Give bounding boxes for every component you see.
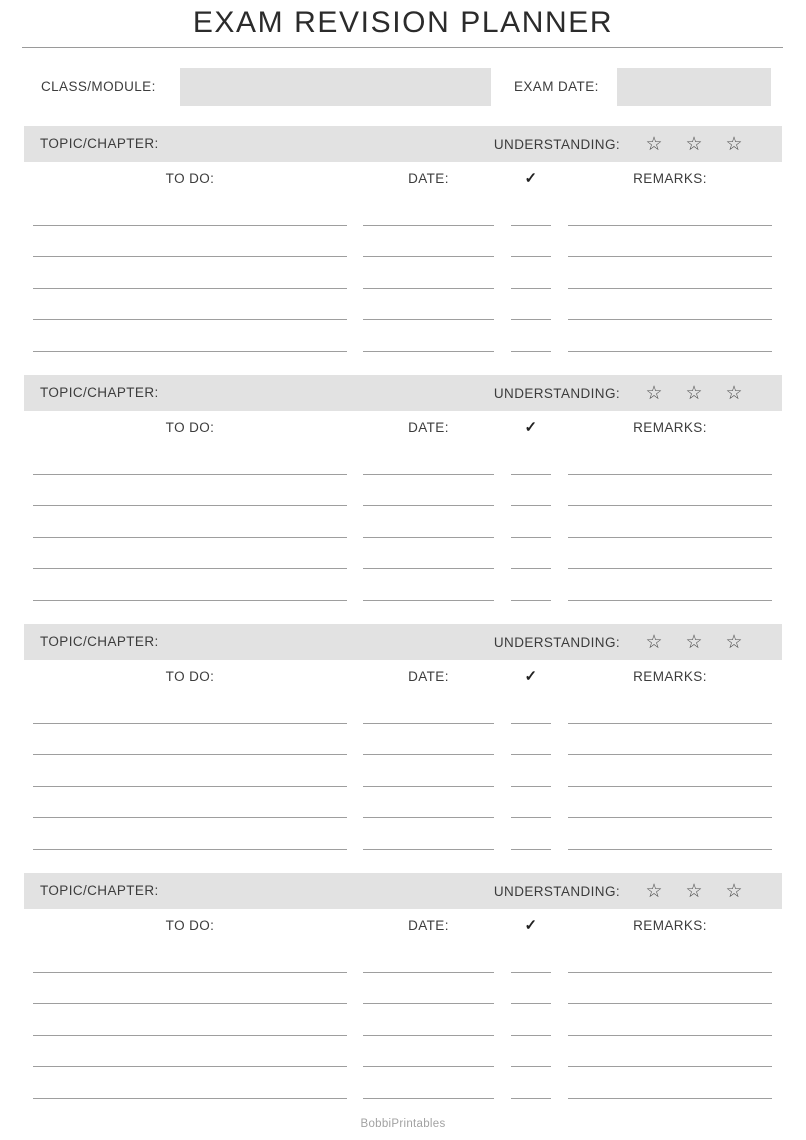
- entry-row: [0, 506, 806, 538]
- topic-chapter-label: TOPIC/CHAPTER:: [40, 385, 159, 400]
- topic-header-bar[interactable]: [24, 624, 782, 660]
- check-write-line[interactable]: [511, 1098, 551, 1099]
- entry-row: [0, 818, 806, 850]
- topic-chapter-label: TOPIC/CHAPTER:: [40, 634, 159, 649]
- column-headers: [0, 911, 806, 941]
- topic-header-bar[interactable]: [24, 126, 782, 162]
- column-headers: [0, 413, 806, 443]
- todo-write-line[interactable]: [33, 600, 347, 601]
- column-header-todo: TO DO:: [165, 420, 215, 435]
- remarks-write-line[interactable]: [568, 600, 772, 601]
- entry-row: [0, 1004, 806, 1036]
- entry-lines: [0, 941, 806, 1099]
- understanding-rating: [494, 624, 754, 660]
- understanding-rating: [494, 375, 754, 411]
- exam-date-label: EXAM DATE:: [514, 79, 599, 94]
- page-footer: BobbiPrintables: [360, 1118, 446, 1130]
- understanding-rating: [494, 873, 754, 909]
- todo-write-line[interactable]: [33, 1098, 347, 1099]
- column-headers: [0, 164, 806, 194]
- remarks-write-line[interactable]: [568, 849, 772, 850]
- title-divider: [22, 47, 783, 48]
- column-header-todo: TO DO:: [165, 918, 215, 933]
- class-module-label: CLASS/MODULE:: [41, 79, 156, 94]
- column-header-remarks: REMARKS:: [633, 171, 707, 186]
- star-icon[interactable]: ☆: [645, 133, 663, 155]
- entry-row: [0, 941, 806, 973]
- entry-row: [0, 692, 806, 724]
- date-write-line[interactable]: [363, 600, 494, 601]
- column-header-check-icon: ✓: [524, 170, 538, 187]
- topic-section: [0, 375, 806, 601]
- entry-row: [0, 538, 806, 570]
- star-icon[interactable]: ☆: [725, 880, 743, 902]
- todo-write-line[interactable]: [33, 351, 347, 352]
- entry-row: [0, 320, 806, 352]
- star-icon[interactable]: ☆: [685, 133, 703, 155]
- entry-lines: [0, 692, 806, 850]
- star-icon[interactable]: ☆: [645, 382, 663, 404]
- column-header-date: DATE:: [408, 171, 449, 186]
- understanding-rating: [494, 126, 754, 162]
- exam-date-input[interactable]: [617, 68, 771, 106]
- understanding-label: UNDERSTANDING:: [493, 634, 620, 650]
- page-title: EXAM REVISION PLANNER: [192, 6, 614, 39]
- entry-row: [0, 755, 806, 787]
- topic-section: [0, 873, 806, 1099]
- date-write-line[interactable]: [363, 849, 494, 850]
- entry-row: [0, 289, 806, 321]
- entry-row: [0, 443, 806, 475]
- date-write-line[interactable]: [363, 351, 494, 352]
- check-write-line[interactable]: [511, 600, 551, 601]
- page-title-container: [0, 4, 806, 42]
- todo-write-line[interactable]: [33, 849, 347, 850]
- class-module-input[interactable]: [180, 68, 491, 106]
- check-write-line[interactable]: [511, 849, 551, 850]
- check-write-line[interactable]: [511, 351, 551, 352]
- understanding-label: UNDERSTANDING:: [493, 136, 620, 152]
- entry-row: [0, 973, 806, 1005]
- topic-section: [0, 624, 806, 850]
- entry-row: [0, 724, 806, 756]
- column-header-check-icon: ✓: [524, 917, 538, 934]
- entry-row: [0, 1036, 806, 1068]
- entry-lines: [0, 443, 806, 601]
- column-header-remarks: REMARKS:: [633, 918, 707, 933]
- entry-lines: [0, 194, 806, 352]
- column-header-remarks: REMARKS:: [633, 669, 707, 684]
- entry-row: [0, 1067, 806, 1099]
- entry-row: [0, 569, 806, 601]
- star-icon[interactable]: ☆: [725, 382, 743, 404]
- understanding-label: UNDERSTANDING:: [493, 883, 620, 899]
- date-write-line[interactable]: [363, 1098, 494, 1099]
- meta-row: [0, 66, 806, 108]
- topic-header-bar[interactable]: [24, 375, 782, 411]
- topic-chapter-label: TOPIC/CHAPTER:: [40, 883, 159, 898]
- column-header-remarks: REMARKS:: [633, 420, 707, 435]
- star-icon[interactable]: ☆: [685, 880, 703, 902]
- remarks-write-line[interactable]: [568, 351, 772, 352]
- column-headers: [0, 662, 806, 692]
- column-header-todo: TO DO:: [165, 171, 215, 186]
- star-icon[interactable]: ☆: [725, 133, 743, 155]
- entry-row: [0, 257, 806, 289]
- column-header-check-icon: ✓: [524, 668, 538, 685]
- column-header-check-icon: ✓: [524, 419, 538, 436]
- entry-row: [0, 787, 806, 819]
- star-icon[interactable]: ☆: [725, 631, 743, 653]
- entry-row: [0, 475, 806, 507]
- column-header-date: DATE:: [408, 918, 449, 933]
- entry-row: [0, 194, 806, 226]
- star-icon[interactable]: ☆: [685, 631, 703, 653]
- star-icon[interactable]: ☆: [645, 631, 663, 653]
- column-header-date: DATE:: [408, 669, 449, 684]
- column-header-todo: TO DO:: [165, 669, 215, 684]
- topic-header-bar[interactable]: [24, 873, 782, 909]
- understanding-label: UNDERSTANDING:: [493, 385, 620, 401]
- column-header-date: DATE:: [408, 420, 449, 435]
- star-icon[interactable]: ☆: [685, 382, 703, 404]
- star-icon[interactable]: ☆: [645, 880, 663, 902]
- entry-row: [0, 226, 806, 258]
- remarks-write-line[interactable]: [568, 1098, 772, 1099]
- topic-chapter-label: TOPIC/CHAPTER:: [40, 136, 159, 151]
- topic-section: [0, 126, 806, 352]
